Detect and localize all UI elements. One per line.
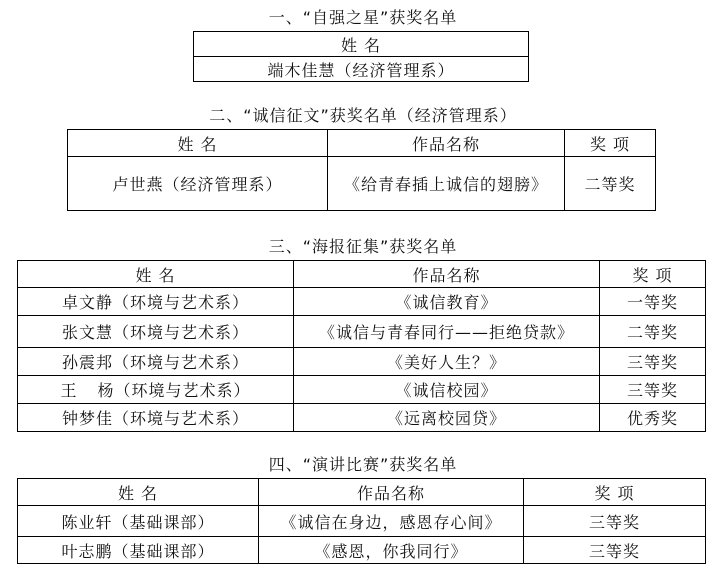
table-header-row (68, 130, 656, 157)
header-work: 作品名称 (328, 130, 565, 157)
table-row (194, 57, 529, 82)
cell-name: 张文慧（环境与艺术系） (18, 316, 294, 348)
cell-award: 一等奖 (600, 288, 706, 316)
cell-work: 《诚信教育》 (294, 288, 600, 316)
header-work: 作品名称 (259, 479, 524, 506)
cell-name: 孙震邦（环境与艺术系） (18, 348, 294, 376)
table-header-row (18, 261, 706, 288)
header-work: 作品名称 (294, 261, 600, 288)
cell-award: 二等奖 (565, 157, 656, 211)
cell-work: 《远离校园贷》 (294, 404, 600, 432)
cell-work: 《诚信在身边，感恩存心间》 (259, 506, 524, 537)
header-name: 姓 名 (18, 261, 294, 288)
cell-name: 陈业轩（基础课部） (18, 506, 259, 537)
cell-name: 卢世燕（经济管理系） (68, 157, 328, 211)
section-4-table (17, 478, 706, 564)
table-row (18, 506, 706, 537)
cell-name: 钟梦佳（环境与艺术系） (18, 404, 294, 432)
table-row (68, 157, 656, 211)
section-4-title: 四、“演讲比赛”获奖名单 (268, 455, 458, 474)
table-row (18, 537, 706, 564)
table-row (18, 376, 706, 404)
cell-award: 三等奖 (524, 506, 706, 537)
section-2-title: 二、“诚信征文”获奖名单（经济管理系） (209, 106, 517, 125)
header-name: 姓 名 (68, 130, 328, 157)
cell-work: 《给青春插上诚信的翅膀》 (328, 157, 565, 211)
table-row (18, 404, 706, 432)
section-3-title: 三、“海报征集”获奖名单 (268, 237, 458, 256)
section-3-table (17, 260, 706, 432)
cell-award: 二等奖 (600, 316, 706, 348)
header-award: 奖 项 (600, 261, 706, 288)
cell-name: 王 杨（环境与艺术系） (18, 376, 294, 404)
cell-work: 《感恩，你我同行》 (259, 537, 524, 564)
table-row (18, 348, 706, 376)
cell-work: 《美好人生？》 (294, 348, 600, 376)
section-2-table (67, 129, 656, 211)
cell-name: 端木佳慧（经济管理系） (194, 57, 529, 82)
header-name: 姓 名 (18, 479, 259, 506)
table-header-row (194, 32, 529, 57)
table-row (18, 316, 706, 348)
table-row (18, 288, 706, 316)
cell-award: 三等奖 (600, 376, 706, 404)
cell-work: 《诚信校园》 (294, 376, 600, 404)
cell-award: 三等奖 (524, 537, 706, 564)
table-header-row (18, 479, 706, 506)
cell-work: 《诚信与青春同行——拒绝贷款》 (294, 316, 600, 348)
section-1-table (193, 31, 529, 82)
cell-award: 优秀奖 (600, 404, 706, 432)
cell-name: 叶志鹏（基础课部） (18, 537, 259, 564)
header-award: 奖 项 (524, 479, 706, 506)
cell-name: 卓文静（环境与艺术系） (18, 288, 294, 316)
header-award: 奖 项 (565, 130, 656, 157)
section-1-title: 一、“自强之星”获奖名单 (268, 8, 458, 27)
header-name: 姓 名 (194, 32, 529, 57)
cell-award: 三等奖 (600, 348, 706, 376)
